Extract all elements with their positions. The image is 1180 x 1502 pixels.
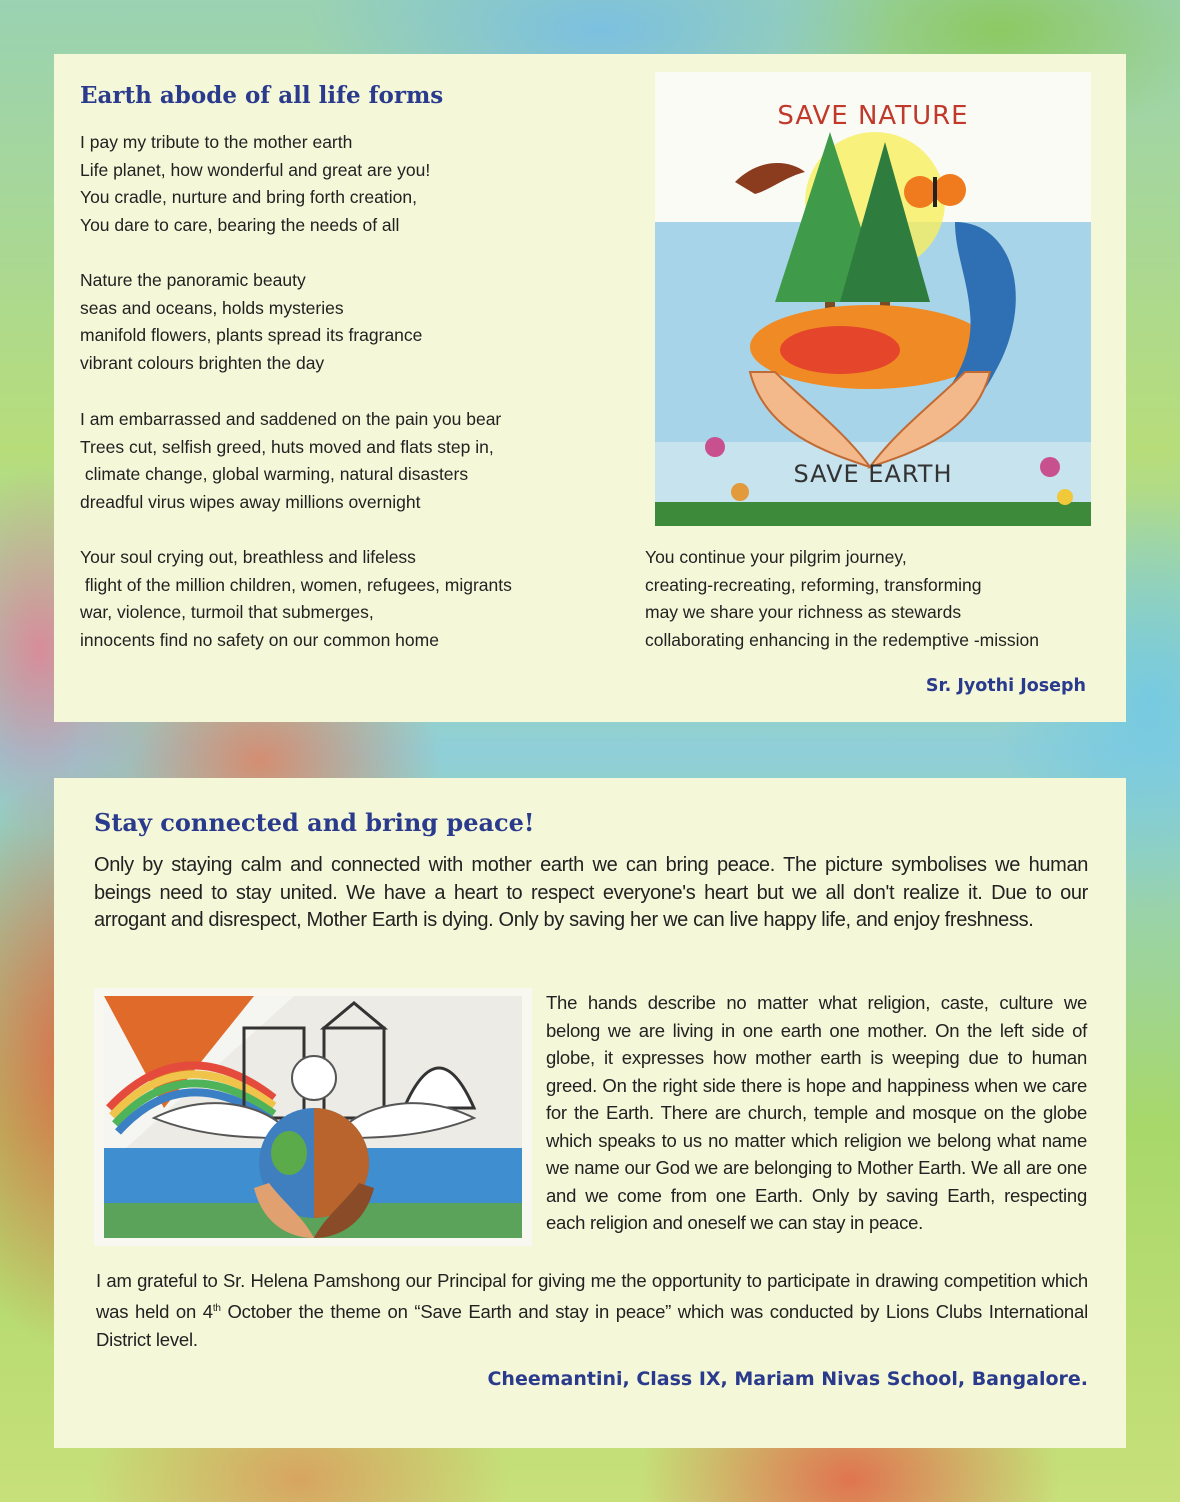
essay-author: Cheemantini, Class IX, Mariam Nivas School, Bangalore. — [487, 1368, 1088, 1390]
poem-stanza-3: I am embarrassed and saddened on the pain you bear Trees cut, selfish greed, huts moved and flats step in, climate change, global warming, natural disasters dreadful virus wipes away millions overnight — [80, 409, 502, 512]
essay-intro: Only by staying calm and connected with mother earth we can bring peace. The picture symbolises we human beings need to stay united. We have a heart to respect everyone's heart but we all don't realize it. Due to our arrogant and disrespect, Mother Earth is dying. Only by saving her we can live happy life, and enjoy freshness. — [94, 854, 1088, 931]
essay-closing-end: October the theme on “Save Earth and stay in peace” which was conducted by Lions Clubs International District level. — [96, 1301, 1089, 1351]
essay-panel — [54, 778, 1126, 1448]
poem-panel — [54, 54, 1126, 722]
poem-stanza-2: Nature the panoramic beauty seas and oceans, holds mysteries manifold flowers, plants spread its fragrance vibrant colours brighten the day — [80, 270, 423, 373]
poem-stanza-4: Your soul crying out, breathless and lifeless flight of the million children, women, refugees, migrants war, violence, turmoil that submerges, innocents find no safety on our common home — [80, 547, 512, 650]
essay-title: Stay connected and bring peace! — [94, 808, 535, 837]
drawing-top-text: SAVE NATURE — [777, 101, 969, 131]
save-nature-drawing — [655, 72, 1091, 526]
save-nature-illustration — [655, 72, 1091, 526]
peace-drawing — [94, 988, 532, 1246]
essay-closing-start: I am grateful to Sr. Helena Pamshong our Principal for giving me the opportunity to participate in drawing competition which was held on 4 — [96, 1270, 1088, 1323]
essay-closing — [96, 1267, 1088, 1354]
poem-title: Earth abode of all life forms — [80, 82, 444, 109]
essay-side-text: The hands describe no matter what religion, caste, culture we belong we are living in one earth one mother. On the left side of globe, it expresses how mother earth is weeping due to human greed. On the right side there is hope and happiness when we care for the Earth. There are church, temple and mosque on the globe which speaks to us no matter which religion we belong what name we name our God we are belonging to Mother Earth. We all are one and we come from one Earth. Only by saving Earth, respecting each religion and oneself we can stay in peace. — [546, 992, 1087, 1233]
drawing-bottom-text: SAVE EARTH — [793, 460, 953, 488]
poem-stanza-5: You continue your pilgrim journey, creating-recreating, reforming, transforming may we share your richness as stewards collaborating enhancing in the redemptive -mission — [645, 547, 1039, 650]
poem-stanza-1: I pay my tribute to the mother earth Life planet, how wonderful and great are you! You cradle, nurture and bring forth creation, You dare to care, bearing the needs of all — [80, 132, 431, 235]
poem-author: Sr. Jyothi Joseph — [925, 676, 1086, 696]
peace-illustration — [94, 988, 532, 1246]
date-suffix: th — [212, 1303, 221, 1314]
